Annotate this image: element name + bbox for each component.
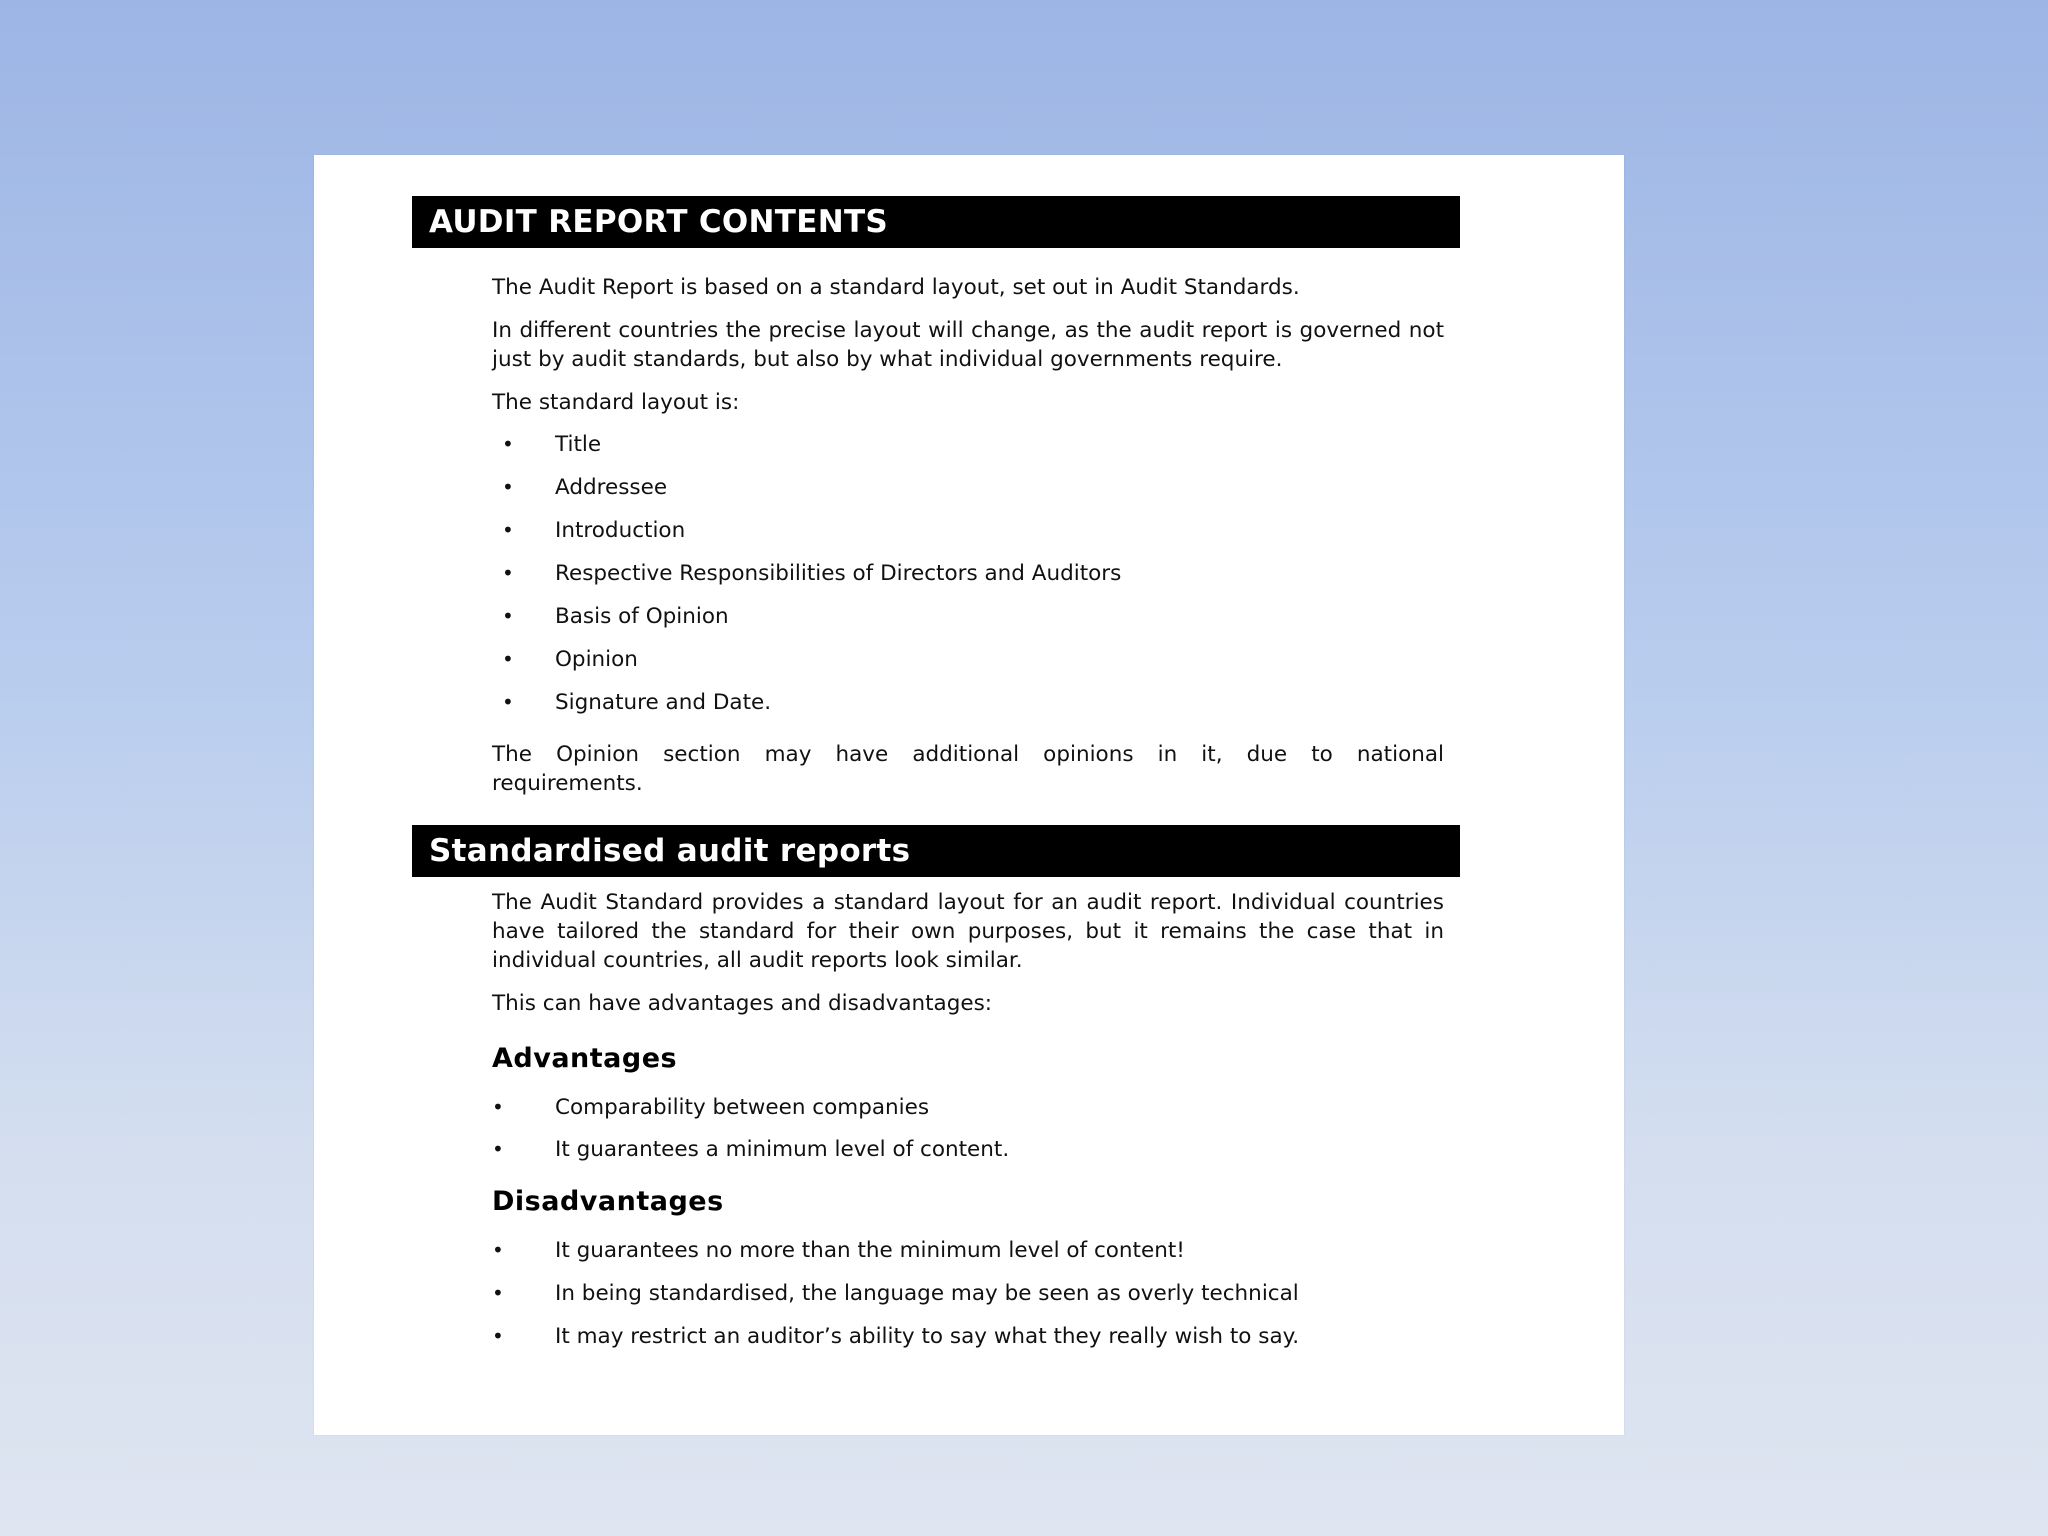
audit-standard-paragraph: The Audit Standard provides a standard layout for an audit report. Individual countries have tailored the standard for their own purposes, but it remains the case that in individual countries, all audit reports look similar. xyxy=(492,890,1444,973)
bullet-icon: • xyxy=(502,561,514,585)
list-item-text: Signature and Date. xyxy=(555,690,772,715)
bullet-icon: • xyxy=(502,475,514,499)
section1-body xyxy=(492,273,1444,302)
countries-paragraph: In different countries the precise layout will change, as the audit report is governed not just by audit standards, but also by what individual governments require. xyxy=(492,318,1444,372)
section1-paragraph-3-container xyxy=(492,388,1444,417)
advantages-list xyxy=(492,1093,1444,1177)
list-item xyxy=(492,516,1444,559)
bullet-icon: • xyxy=(492,1324,504,1348)
section-heading-audit-report-contents: AUDIT REPORT CONTENTS xyxy=(412,196,1460,248)
list-item xyxy=(492,1322,1444,1365)
list-item xyxy=(492,1093,1444,1135)
list-item xyxy=(492,688,1444,731)
section1-paragraph-2-container xyxy=(492,316,1444,374)
bullet-icon: • xyxy=(492,1137,504,1161)
list-item-text: In being standardised, the language may be seen as overly technical xyxy=(555,1281,1299,1306)
list-item xyxy=(492,645,1444,688)
list-item-text: It guarantees a minimum level of content. xyxy=(555,1137,1010,1162)
disadvantages-heading: Disadvantages xyxy=(492,1186,724,1217)
list-item xyxy=(492,430,1444,473)
list-item xyxy=(492,602,1444,645)
bullet-icon: • xyxy=(492,1095,504,1119)
advantages-disadvantages-lead: This can have advantages and disadvantages: xyxy=(492,991,993,1016)
bullet-icon: • xyxy=(492,1281,504,1305)
standard-layout-lead: The standard layout is: xyxy=(492,390,740,415)
disadvantages-list xyxy=(492,1236,1444,1365)
section2-paragraph-2-container xyxy=(492,989,1444,1018)
section1-paragraph-4-container xyxy=(492,740,1444,798)
list-item-text: Respective Responsibilities of Directors and Auditors xyxy=(555,561,1122,586)
standard-layout-list xyxy=(492,430,1444,731)
layout-list-container xyxy=(492,430,1444,731)
section-heading-standardised-audit-reports: Standardised audit reports xyxy=(412,825,1460,877)
document-page xyxy=(314,155,1624,1435)
disadvantages-list-container xyxy=(492,1236,1444,1365)
list-item xyxy=(492,1135,1444,1177)
list-item-text: Introduction xyxy=(555,518,686,543)
list-item-text: Basis of Opinion xyxy=(555,604,729,629)
opinion-note-paragraph: The Opinion section may have additional opinions in it, due to national requirements. xyxy=(492,742,1444,796)
bullet-icon: • xyxy=(502,604,514,628)
advantages-list-container xyxy=(492,1093,1444,1177)
list-item-text: Opinion xyxy=(555,647,638,672)
intro-paragraph: The Audit Report is based on a standard layout, set out in Audit Standards. xyxy=(492,275,1300,300)
list-item-text: It may restrict an auditor’s ability to say what they really wish to say. xyxy=(555,1324,1300,1349)
bullet-icon: • xyxy=(492,1238,504,1262)
bullet-icon: • xyxy=(502,432,514,456)
bullet-icon: • xyxy=(502,690,514,714)
advantages-heading: Advantages xyxy=(492,1043,678,1074)
bullet-icon: • xyxy=(502,518,514,542)
list-item-text: Addressee xyxy=(555,475,668,500)
list-item-text: It guarantees no more than the minimum level of content! xyxy=(555,1238,1185,1263)
list-item-text: Title xyxy=(555,432,602,457)
list-item xyxy=(492,1236,1444,1279)
list-item xyxy=(492,1279,1444,1322)
section2-paragraph-1-container xyxy=(492,888,1444,975)
list-item xyxy=(492,559,1444,602)
bullet-icon: • xyxy=(502,647,514,671)
list-item xyxy=(492,473,1444,516)
list-item-text: Comparability between companies xyxy=(555,1095,930,1120)
